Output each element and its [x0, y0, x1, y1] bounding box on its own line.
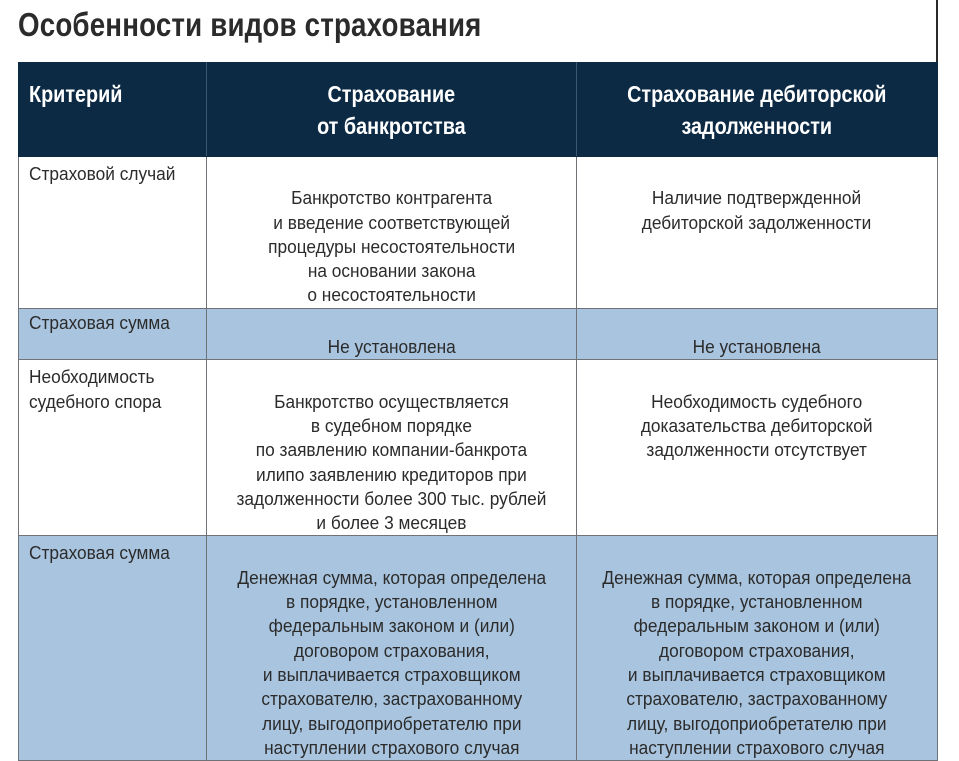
- header-bankruptcy-label: Страхование от банкротства: [317, 81, 466, 139]
- bankruptcy-text: Денежная сумма, которая определена в порядке, установленном федеральным законом и (или) договором страхования, и выплачивается страховщиком страхователю, застрахованному лицу, выгодоприобретателю при наступлении страхового случая: [237, 567, 546, 758]
- header-criterion: [19, 63, 207, 157]
- header-criterion-label: Критерий: [29, 81, 123, 107]
- receivables-cell: [577, 536, 938, 761]
- header-receivables-label: Страхование дебиторской задолженности: [627, 81, 887, 139]
- bankruptcy-cell: [207, 308, 577, 360]
- criterion-text: Необходимость судебного спора: [29, 367, 162, 412]
- criterion-cell: [19, 536, 207, 761]
- receivables-text: Необходимость судебного доказательства дебиторской задолженности отсутствует: [641, 391, 873, 461]
- receivables-cell: [577, 308, 938, 360]
- table-row: [19, 157, 938, 309]
- table-row: [19, 536, 938, 761]
- bankruptcy-cell: [207, 360, 577, 536]
- table-header-row: [19, 63, 938, 157]
- insurance-comparison-table: [18, 62, 938, 761]
- page-title: Особенности видов страхования: [18, 6, 482, 43]
- bankruptcy-text: Банкротство контрагента и введение соответствующей процедуры несостоятельности на основании закона о несостоятельности: [267, 188, 515, 306]
- criterion-text: Страховая сумма: [29, 312, 170, 333]
- criterion-text: Страховая сумма: [29, 543, 170, 564]
- header-bankruptcy-insurance: [207, 63, 577, 157]
- receivables-cell: [577, 157, 938, 309]
- table-row: [19, 308, 938, 360]
- criterion-cell: [19, 360, 207, 536]
- criterion-cell: [19, 157, 207, 309]
- page-edge-rule: [936, 0, 938, 62]
- receivables-text: Не установлена: [692, 337, 822, 358]
- criterion-cell: [19, 308, 207, 360]
- table-row: [19, 360, 938, 536]
- receivables-cell: [577, 360, 938, 536]
- bankruptcy-cell: [207, 536, 577, 761]
- bankruptcy-text: Не установлена: [327, 337, 456, 358]
- receivables-text: Денежная сумма, которая определена в порядке, установленном федеральным законом и (или) договором страхования, и выплачивается страховщиком страхователю, застрахованному лицу, выгодоприобретателю при наступлении страхового случая: [602, 567, 912, 758]
- header-receivables-insurance: [577, 63, 938, 157]
- receivables-text: Наличие подтвержденной дебиторской задолженности: [642, 188, 872, 233]
- bankruptcy-text: Банкротство осуществляется в судебном порядке по заявлению компании-банкрота илипо заявлению кредиторов при задолженности более 300 тыс. рублей и более 3 месяцев: [236, 391, 547, 534]
- bankruptcy-cell: [207, 157, 577, 309]
- criterion-text: Страховой случай: [29, 164, 176, 184]
